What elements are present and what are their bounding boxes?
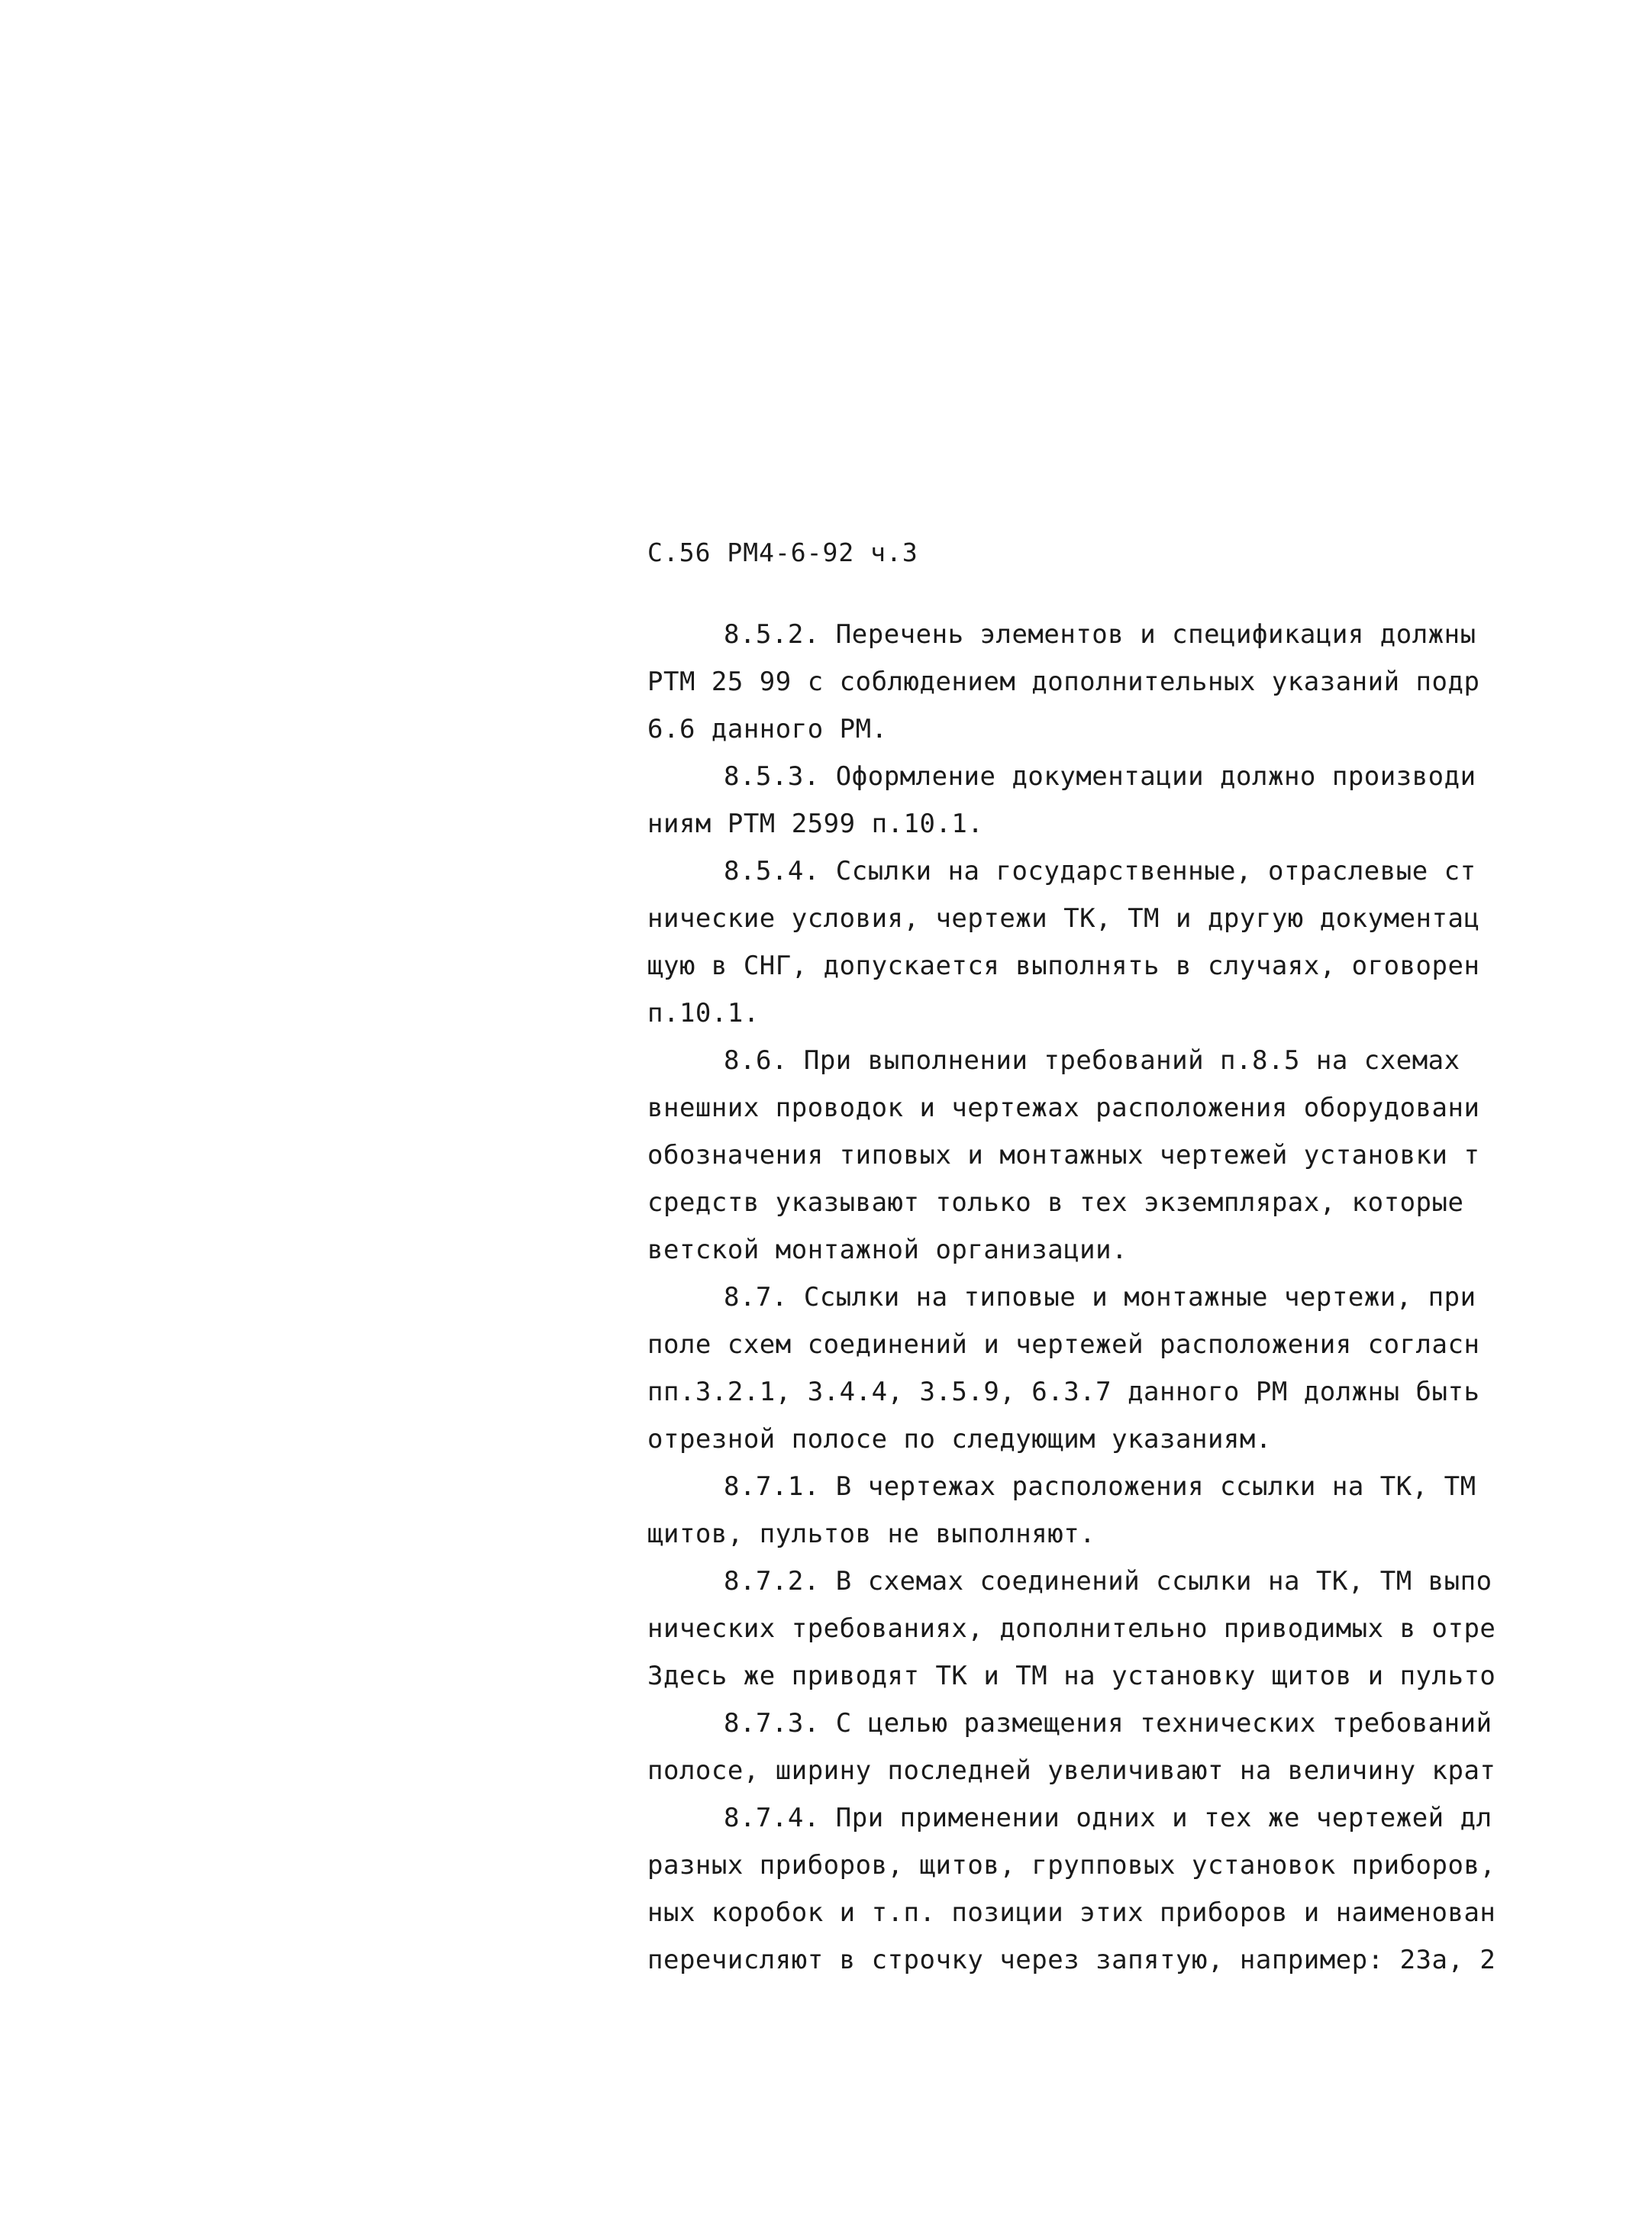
text-line: нические условия, чертежи ТК, ТМ и другую документац (647, 903, 1480, 934)
text-line: 6.6 данного РМ. (647, 714, 888, 744)
text-line: внешних проводок и чертежах расположения оборудовани (647, 1093, 1480, 1123)
text-line: средств указывают только в тех экземплярах, которые (647, 1187, 1464, 1218)
page-header: С.56 РМ4-6-92 ч.3 (647, 538, 918, 567)
text-line: РТМ 25 99 с соблюдением дополнительных указаний подр (647, 667, 1480, 697)
paragraph-start-line: 8.5.4. Ссылки на государственные, отраслевые ст (724, 856, 1476, 886)
text-line: поле схем соединений и чертежей расположения согласн (647, 1329, 1480, 1360)
text-line: Здесь же приводят ТК и ТМ на установку щитов и пульто (647, 1661, 1496, 1691)
document-body (647, 611, 1496, 1984)
paragraph-start-line: 8.5.3. Оформление документации должно производи (724, 761, 1476, 792)
text-line: ниям РТМ 2599 п.10.1. (647, 809, 984, 839)
text-line: щитов, пультов не выполняют. (647, 1519, 1096, 1549)
text-line: обозначения типовых и монтажных чертежей установки т (647, 1140, 1480, 1171)
text-line: пп.3.2.1, 3.4.4, 3.5.9, 6.3.7 данного РМ должны быть (647, 1377, 1480, 1407)
text-line: перечисляют в строчку через запятую, например: 23а, 2 (647, 1945, 1496, 1975)
text-line: отрезной полосе по следующим указаниям. (647, 1424, 1272, 1455)
paragraph-start-line: 8.7.1. В чертежах расположения ссылки на ТК, ТМ (724, 1471, 1476, 1502)
text-line: ных коробок и т.п. позиции этих приборов и наименован (647, 1897, 1496, 1928)
paragraph-start-line: 8.7. Ссылки на типовые и монтажные чертежи, при (724, 1282, 1476, 1313)
paragraph-start-line: 8.5.2. Перечень элементов и спецификация должны (724, 619, 1476, 650)
text-line: щую в СНГ, допускается выполнять в случаях, оговорен (647, 951, 1480, 981)
paragraph-start-line: 8.7.4. При применении одних и тех же чертежей дл (724, 1803, 1492, 1833)
paragraph-start-line: 8.7.2. В схемах соединений ссылки на ТК, ТМ выпо (724, 1566, 1492, 1597)
text-line: п.10.1. (647, 998, 760, 1028)
text-line: нических требованиях, дополнительно приводимых в отре (647, 1613, 1496, 1644)
text-line: разных приборов, щитов, групповых установок приборов, (647, 1850, 1496, 1881)
text-line: ветской монтажной организации. (647, 1235, 1128, 1265)
text-line: полосе, ширину последней увеличивают на величину крат (647, 1755, 1496, 1786)
paragraph-start-line: 8.7.3. С целью размещения технических требований (724, 1708, 1492, 1739)
paragraph-start-line: 8.6. При выполнении требований п.8.5 на схемах (724, 1045, 1460, 1076)
